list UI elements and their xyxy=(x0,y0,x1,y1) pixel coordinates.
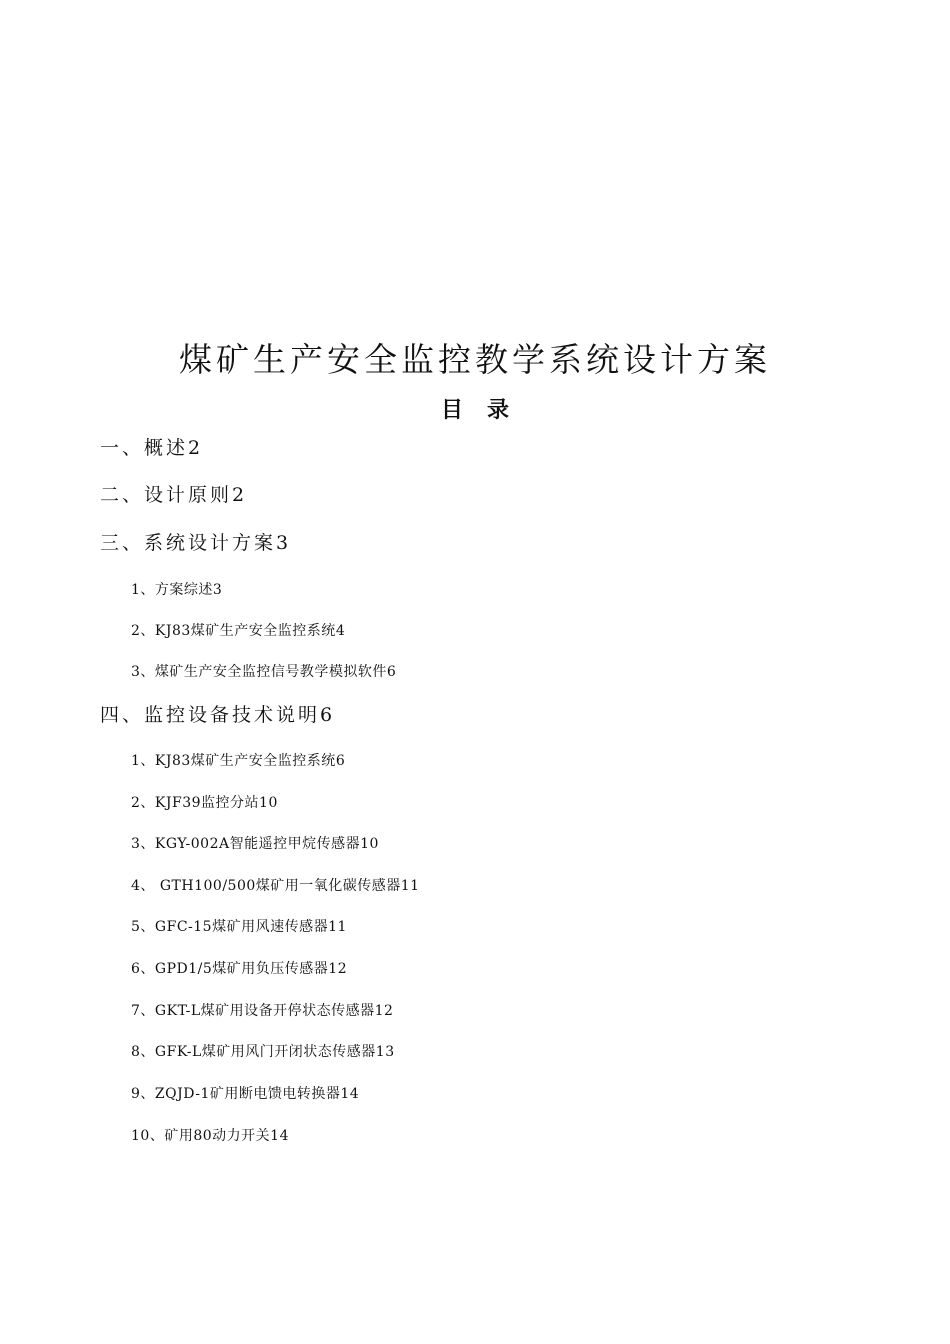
toc-entry-page: 12 xyxy=(374,1003,394,1019)
toc-entry-text: KJF39监控分站 xyxy=(154,795,260,811)
toc-entry-page: 6 xyxy=(335,753,346,769)
toc-subentry[interactable] xyxy=(131,958,347,980)
toc-entry-text: KGY-002A智能遥控甲烷传感器 xyxy=(154,836,361,852)
toc-entry-system-design[interactable] xyxy=(100,529,291,557)
toc-entry-page: 10 xyxy=(259,795,278,811)
toc-subentry[interactable] xyxy=(131,916,347,938)
toc-subentry[interactable] xyxy=(131,750,345,772)
toc-entry-number: 四、 xyxy=(100,704,145,726)
toc-entry-page: 4 xyxy=(335,623,346,639)
toc-entry-number: 一、 xyxy=(100,437,145,459)
toc-entry-text: 矿用80动力开关 xyxy=(164,1128,271,1144)
toc-entry-number: 1、 xyxy=(131,582,155,598)
toc-subentry[interactable] xyxy=(131,1000,393,1022)
toc-entry-text: 设计原则 xyxy=(144,484,233,506)
toc-entry-number: 2、 xyxy=(131,795,155,811)
toc-subentry[interactable] xyxy=(131,792,278,814)
toc-entry-text: KJ83煤矿生产安全监控系统 xyxy=(154,753,336,769)
toc-entry-text: GPD1/5煤矿用负压传感器 xyxy=(154,961,329,977)
toc-entry-page: 12 xyxy=(328,961,348,977)
toc-entry-overview[interactable] xyxy=(100,434,203,462)
toc-entry-page: 11 xyxy=(328,919,347,935)
toc-entry-page: 3 xyxy=(212,582,223,598)
document-title: 煤矿生产安全监控教学系统设计方案 xyxy=(179,340,771,379)
toc-entry-text: KJ83煤矿生产安全监控系统 xyxy=(154,623,336,639)
toc-entry-text: 方案综述 xyxy=(154,582,213,598)
toc-subentry[interactable] xyxy=(131,875,420,897)
toc-entry-text: GFC-15煤矿用风速传感器 xyxy=(154,919,329,935)
toc-entry-number: 3、 xyxy=(131,836,155,852)
toc-subentry[interactable] xyxy=(131,1083,359,1105)
toc-entry-text: 煤矿生产安全监控信号教学模拟软件 xyxy=(154,664,387,680)
toc-entry-page: 6 xyxy=(386,664,397,680)
toc-entry-page: 14 xyxy=(340,1086,360,1102)
toc-entry-page: 11 xyxy=(400,878,420,894)
toc-entry-text: GFK-L煤矿用风门开闭状态传感器 xyxy=(154,1044,376,1060)
toc-entry-number: 7、 xyxy=(131,1003,155,1019)
toc-entry-design-principles[interactable] xyxy=(100,481,247,509)
toc-subentry[interactable] xyxy=(131,661,396,683)
toc-subentry[interactable] xyxy=(131,1125,289,1147)
toc-entry-number: 10、 xyxy=(131,1128,165,1144)
toc-entry-number: 4、 xyxy=(131,878,155,894)
toc-entry-number: 1、 xyxy=(131,753,155,769)
toc-entry-page: 2 xyxy=(232,484,248,506)
toc-subentry[interactable] xyxy=(131,579,222,601)
toc-entry-number: 二、 xyxy=(100,484,145,506)
toc-entry-number: 三、 xyxy=(100,532,145,554)
toc-entry-number: 5、 xyxy=(131,919,155,935)
toc-entry-page: 6 xyxy=(320,704,336,726)
toc-entry-page: 3 xyxy=(276,532,292,554)
toc-heading: 目录 xyxy=(440,397,533,423)
toc-entry-equipment-spec[interactable] xyxy=(100,701,335,729)
toc-entry-page: 14 xyxy=(270,1128,289,1144)
toc-subentry[interactable] xyxy=(131,1041,395,1063)
toc-subentry[interactable] xyxy=(131,833,379,855)
toc-entry-page: 10 xyxy=(360,836,379,852)
toc-entry-page: 2 xyxy=(188,437,204,459)
toc-entry-text: ZQJD-1矿用断电馈电转换器 xyxy=(154,1086,341,1102)
toc-entry-text: 系统设计方案 xyxy=(144,532,277,554)
toc-entry-number: 9、 xyxy=(131,1086,155,1102)
toc-entry-page: 13 xyxy=(375,1044,395,1060)
toc-entry-text: 概述 xyxy=(144,437,189,459)
toc-entry-number: 8、 xyxy=(131,1044,155,1060)
toc-subentry[interactable] xyxy=(131,620,345,642)
toc-entry-text: GKT-L煤矿用设备开停状态传感器 xyxy=(154,1003,375,1019)
toc-entry-text: 监控设备技术说明 xyxy=(144,704,321,726)
toc-entry-number: 6、 xyxy=(131,961,155,977)
toc-entry-text: GTH100/500煤矿用一氧化碳传感器 xyxy=(154,878,401,894)
toc-entry-number: 3、 xyxy=(131,664,155,680)
toc-entry-number: 2、 xyxy=(131,623,155,639)
